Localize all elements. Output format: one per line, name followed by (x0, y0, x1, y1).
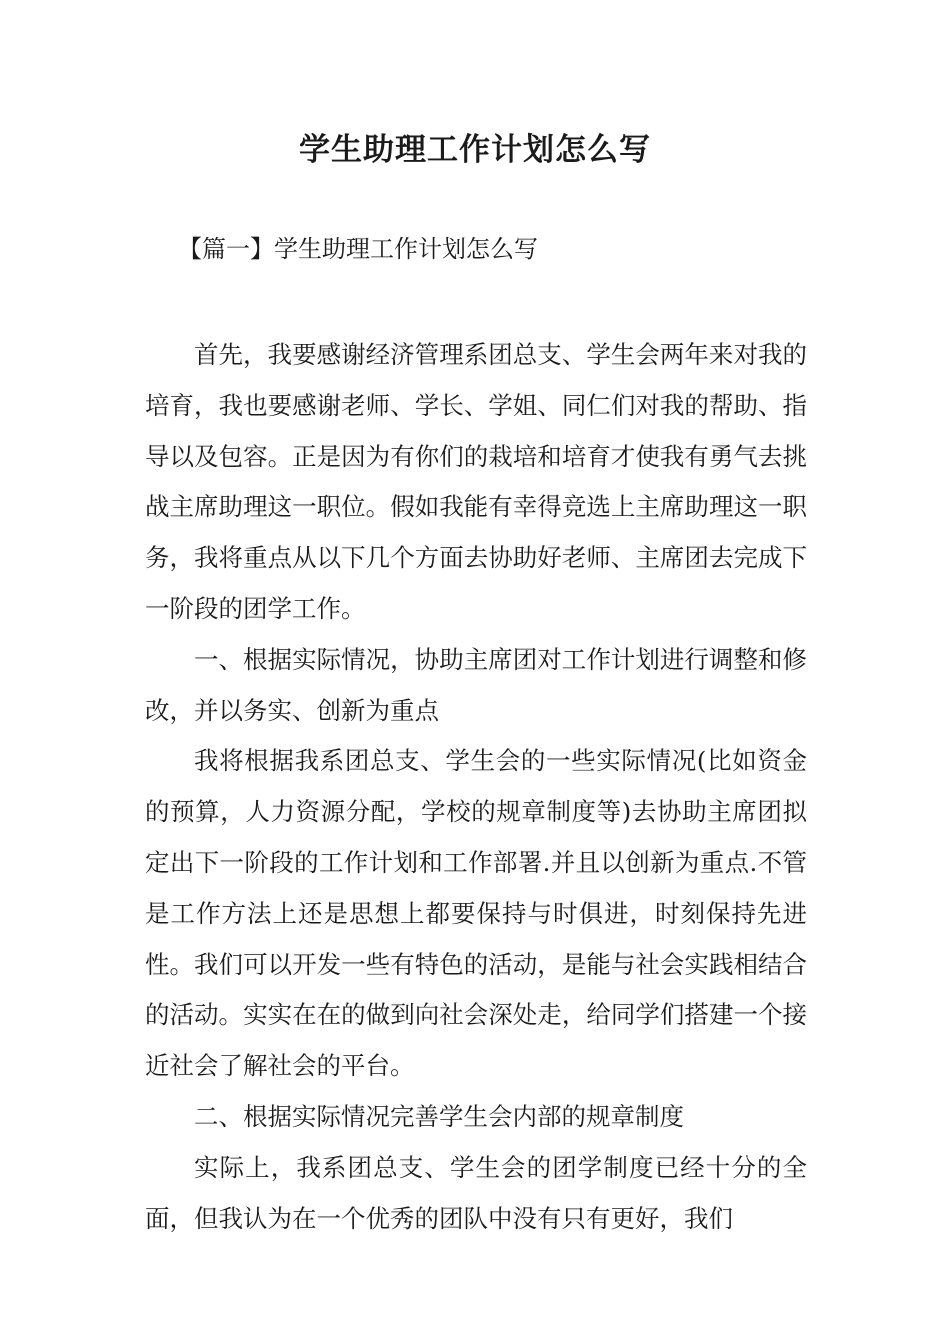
paragraph-point-two-heading: 二、根据实际情况完善学生会内部的规章制度 (194, 1101, 684, 1131)
section-heading: 【篇一】学生助理工作计划怎么写 (178, 235, 538, 263)
paragraph-intro: 首先，我要感谢经济管理系团总支、学生会两年来对我的培育，我也要感谢老师、学长、学姐、同仁们对我的帮助、指导以及包容。正是因为有你们的栽培和培育才使我有勇气去挑战主席助理这一职位。假如我能有幸得竞选上主席助理这一职务，我将重点从以下几个方面去协助好老师、主席团去完成下一阶段的团学工作。 (145, 340, 807, 623)
document-title: 学生助理工作计划怎么写 (299, 132, 651, 168)
paragraph-point-one-heading: 一、根据实际情况，协助主席团对工作计划进行调整和修改，并以务实、创新为重点 (145, 644, 807, 725)
paragraph-point-one-body: 我将根据我系团总支、学生会的一些实际情况(比如资金的预算，人力资源分配，学校的规章制度等)去协助主席团拟定出下一阶段的工作计划和工作部署.并且以创新为重点.不管是工作方法上还是思想上都要保持与时俱进，时刻保持先进性。我们可以开发一些有特色的活动，是能与社会实践相结合的活动。实实在在的做到向社会深处走，给同学们搭建一个接近社会了解社会的平台。 (145, 746, 807, 1081)
paragraph-point-two-body: 实际上，我系团总支、学生会的团学制度已经十分的全面，但我认为在一个优秀的团队中没有只有更好，我们 (145, 1152, 807, 1233)
document-body (145, 330, 807, 1244)
